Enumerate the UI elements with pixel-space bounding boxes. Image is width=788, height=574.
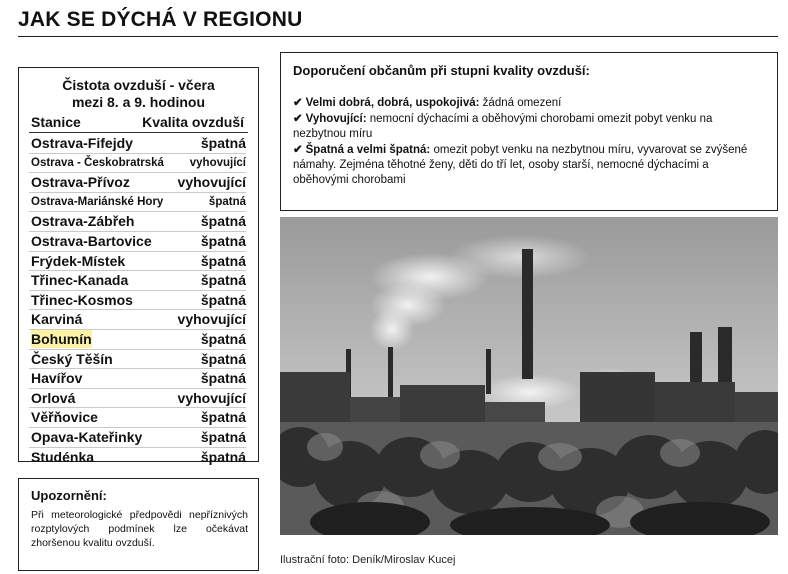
station-name: Bohumín [31,330,92,347]
header-divider [29,132,248,133]
station-name: Ostrava - Českobratrská [31,156,164,169]
quality-value: vyhovující [177,311,246,328]
station-name: Třinec-Kanada [31,272,129,289]
factory-smoke-illustration [280,217,778,535]
station-name: Ostrava-Zábřeh [31,213,135,230]
station-name: Frýdek-Místek [31,252,126,269]
table-row [29,369,246,389]
table-row [29,232,246,252]
headline: JAK SE DÝCHÁ V REGIONU [18,8,303,31]
advice-label: Vyhovující: [305,113,367,125]
warning-box [18,478,259,571]
table-row [29,252,246,272]
advice-item [293,112,763,142]
table-title-line1: Čistota ovzduší - včera [62,77,215,93]
table-row [29,330,246,350]
table-row [29,408,246,428]
column-header-quality: Kvalita ovzduší [142,114,244,130]
air-quality-table-box [18,67,259,465]
station-name: Třinec-Kosmos [31,291,133,308]
quality-value: špatná [200,213,246,230]
table-row [29,134,246,154]
quality-value: špatná [200,291,246,308]
advice-text: nemocní dýchacími a oběhovými chorobami omezit pobyt venku na nezbytnou míru [293,113,713,140]
station-name: Věřňovice [31,409,98,426]
table-row [29,193,246,213]
quality-value: špatná [208,195,246,208]
station-name: Ostrava-Přívoz [31,174,130,191]
advice-label: Velmi dobrá, dobrá, uspokojivá: [305,97,480,109]
table-row [29,448,246,467]
warning-title: Upozornění: [31,488,107,503]
quality-value: špatná [200,428,246,445]
table-row [29,212,246,232]
advice-text: omezit pobyt venku na nezbytnou míru, vyvarovat se zvýšené námahy. Zejména těhotné ženy, děti do tří let, osoby starší, nemocné dýchacími a oběhovými chorobami [293,144,748,186]
industrial-plant-photo [280,217,778,535]
column-header-station: Stanice [31,114,81,130]
quality-value: vyhovující [189,156,246,169]
advice-item [293,96,763,111]
quality-value: vyhovující [177,174,246,191]
quality-value: špatná [200,232,246,249]
table-row [29,173,246,193]
checkmark-icon: ✔ [293,97,303,109]
station-name: Studénka [31,448,95,465]
station-name: Ostrava-Bartovice [31,232,152,249]
checkmark-icon: ✔ [293,113,303,125]
station-name: Ostrava-Fifejdy [31,135,133,151]
quality-value: špatná [200,448,246,465]
advice-title: Doporučení občanům při stupni kvality ovzduší: [293,63,590,78]
table-row [29,389,246,409]
advice-label: Špatná a velmi špatná: [305,144,431,156]
quality-value: vyhovující [177,389,246,406]
advice-box [280,52,778,211]
table-title [19,77,258,111]
quality-value: špatná [200,330,246,347]
quality-value: špatná [200,409,246,426]
quality-value: špatná [200,272,246,289]
station-name: Karviná [31,311,83,328]
advice-item [293,143,763,188]
quality-value: špatná [200,370,246,387]
quality-value: špatná [200,135,246,151]
table-row [29,154,246,174]
station-name: Orlová [31,389,76,406]
station-list [29,134,246,466]
headline-rule [18,36,778,37]
table-row [29,271,246,291]
table-title-line2: mezi 8. a 9. hodinou [71,94,206,110]
station-name: Havířov [31,370,83,387]
photo-caption: Ilustrační foto: Deník/Miroslav Kucej [280,554,456,566]
station-name: Český Těšín [31,350,113,367]
warning-text: Při meteorologické předpovědi nepříznivých rozptylových podmínek lze očekávat zhoršenou kvalitu ovzduší. [31,509,248,549]
advice-text: žádná omezení [482,97,562,109]
station-name: Ostrava-Mariánské Hory [31,195,164,208]
quality-value: špatná [200,252,246,269]
quality-value: špatná [200,350,246,367]
checkmark-icon: ✔ [293,144,303,156]
table-row [29,310,246,330]
table-row [29,428,246,448]
station-name: Opava-Kateřinky [31,428,143,445]
table-row [29,291,246,311]
table-row [29,350,246,370]
